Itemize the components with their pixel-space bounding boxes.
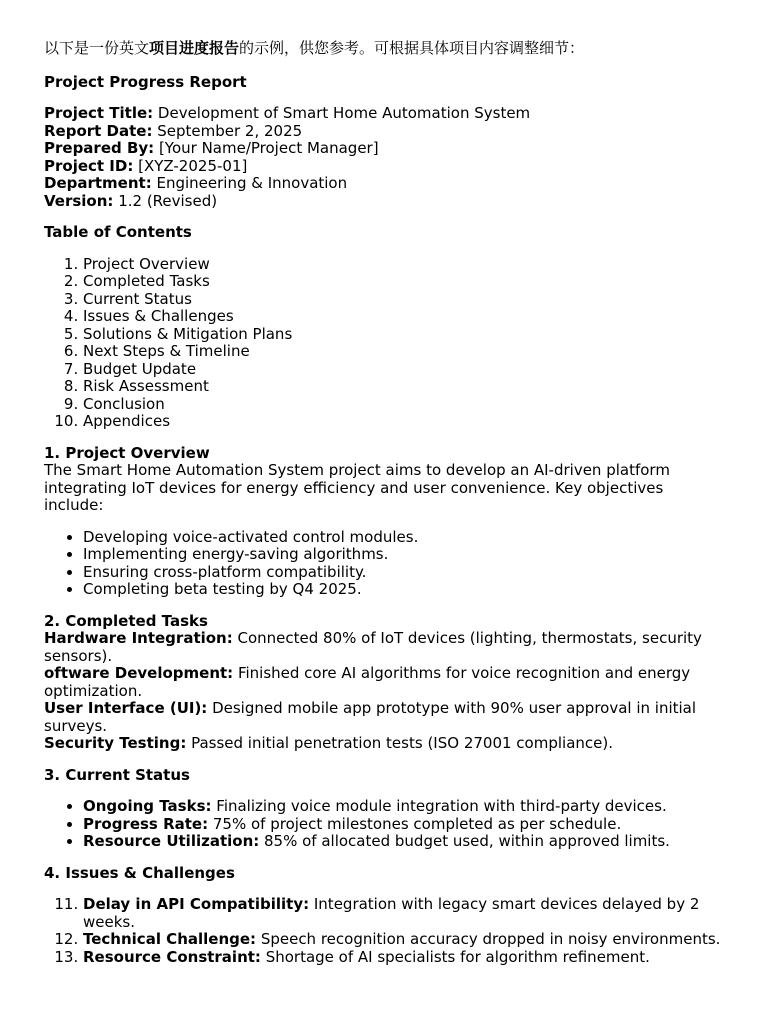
overview-text: The Smart Home Automation System project aims to develop an AI-driven platform integrating IoT devices for energy efficiency and user convenience. Key objectives include: bbox=[44, 461, 670, 514]
issue-label: Technical Challenge: bbox=[83, 930, 257, 948]
issues-heading: 4. Issues & Challenges bbox=[44, 863, 235, 882]
status-label: Progress Rate: bbox=[83, 814, 209, 833]
meta-value: September 2, 2025 bbox=[152, 121, 303, 140]
toc-item: 2. Completed Tasks bbox=[83, 273, 724, 291]
objective-item: • Implementing energy-saving algorithms. bbox=[83, 546, 724, 564]
meta-row bbox=[44, 123, 724, 141]
issues-list bbox=[44, 896, 724, 966]
completed-item bbox=[44, 630, 724, 665]
issue-value: Integration with legacy smart devices delayed by 2 weeks. bbox=[83, 895, 700, 931]
status-list bbox=[44, 798, 724, 851]
toc-item: 8. Risk Assessment bbox=[83, 378, 724, 396]
issue-label: Resource Constraint: bbox=[83, 947, 261, 966]
status-item bbox=[83, 833, 724, 851]
intro-suffix: 的示例，供您参考。可根据具体项目内容调整细节： bbox=[239, 39, 585, 57]
completed-label: Security Testing: bbox=[44, 734, 187, 752]
intro-bold: 项目进度报告 bbox=[149, 39, 240, 57]
toc-item: 4. Issues & Challenges bbox=[83, 308, 724, 326]
completed-label: User Interface (UI): bbox=[44, 699, 208, 717]
issue-label: Delay in API Compatibility: bbox=[83, 895, 310, 913]
completed-label: Hardware Integration: bbox=[44, 629, 233, 647]
status-value: 75% of project milestones completed as per schedule. bbox=[208, 814, 622, 833]
report-title: Project Progress Report bbox=[44, 72, 247, 91]
completed-item bbox=[44, 700, 724, 735]
toc-item: 6. Next Steps & Timeline bbox=[83, 343, 724, 361]
issue-item bbox=[83, 931, 724, 949]
meta-value: [Your Name/Project Manager] bbox=[154, 139, 379, 157]
overview-heading: 1. Project Overview bbox=[44, 443, 210, 462]
meta-block bbox=[44, 105, 724, 210]
toc-heading: Table of Contents bbox=[44, 223, 192, 241]
meta-row bbox=[44, 140, 724, 158]
issue-item bbox=[83, 896, 724, 931]
meta-label: Version: bbox=[44, 191, 114, 210]
issue-item bbox=[83, 949, 724, 967]
objective-item: • Ensuring cross-platform compatibility. bbox=[83, 564, 724, 582]
toc-item: 9. Conclusion bbox=[83, 396, 724, 414]
meta-row bbox=[44, 158, 724, 176]
status-label: Resource Utilization: bbox=[83, 832, 260, 850]
issue-value: Shortage of AI specialists for algorithm refinement. bbox=[260, 947, 650, 966]
completed-item bbox=[44, 665, 724, 700]
objective-item: • Completing beta testing by Q4 2025. bbox=[83, 581, 724, 599]
completed-label: oftware Development: bbox=[44, 664, 234, 682]
completed-value: Passed initial penetration tests (ISO 27001 compliance). bbox=[186, 734, 613, 752]
meta-value: Development of Smart Home Automation System bbox=[153, 104, 531, 122]
meta-value: 1.2 (Revised) bbox=[113, 191, 218, 210]
issue-value: Speech recognition accuracy dropped in noisy environments. bbox=[256, 930, 721, 948]
toc-item: 5. Solutions & Mitigation Plans bbox=[83, 326, 724, 344]
status-value: Finalizing voice module integration with third-party devices. bbox=[211, 797, 667, 815]
meta-label: Prepared By: bbox=[44, 139, 155, 157]
meta-value: Engineering & Innovation bbox=[151, 174, 348, 192]
meta-label: Project Title: bbox=[44, 104, 154, 122]
objectives-list bbox=[44, 529, 724, 599]
completed-value: Designed mobile app prototype with 90% user approval in initial surveys. bbox=[44, 699, 697, 735]
toc-item: 3. Current Status bbox=[83, 291, 724, 309]
toc-item: 1. Project Overview bbox=[83, 256, 724, 274]
meta-row bbox=[44, 193, 724, 211]
toc-list bbox=[44, 256, 724, 431]
meta-row bbox=[44, 105, 724, 123]
toc-item: 7. Budget Update bbox=[83, 361, 724, 379]
status-item bbox=[83, 798, 724, 816]
status-value: 85% of allocated budget used, within approved limits. bbox=[259, 832, 670, 850]
intro-line bbox=[44, 40, 724, 58]
meta-row bbox=[44, 175, 724, 193]
objective-item: • Developing voice-activated control modules. bbox=[83, 529, 724, 547]
meta-label: Project ID: bbox=[44, 156, 134, 175]
status-heading: 3. Current Status bbox=[44, 765, 190, 784]
status-label: Ongoing Tasks: bbox=[83, 797, 212, 815]
completed-item bbox=[44, 735, 724, 753]
completed-value: Connected 80% of IoT devices (lighting, thermostats, security sensors). bbox=[44, 629, 702, 665]
meta-label: Report Date: bbox=[44, 121, 153, 140]
meta-label: Department: bbox=[44, 174, 152, 192]
toc-item: 10. Appendices bbox=[83, 413, 724, 431]
completed-value: Finished core AI algorithms for voice recognition and energy optimization. bbox=[44, 664, 691, 700]
intro-prefix: 以下是一份英文 bbox=[44, 39, 150, 57]
completed-heading: 2. Completed Tasks bbox=[44, 611, 208, 630]
status-item bbox=[83, 816, 724, 834]
meta-value: [XYZ-2025-01] bbox=[133, 156, 248, 175]
